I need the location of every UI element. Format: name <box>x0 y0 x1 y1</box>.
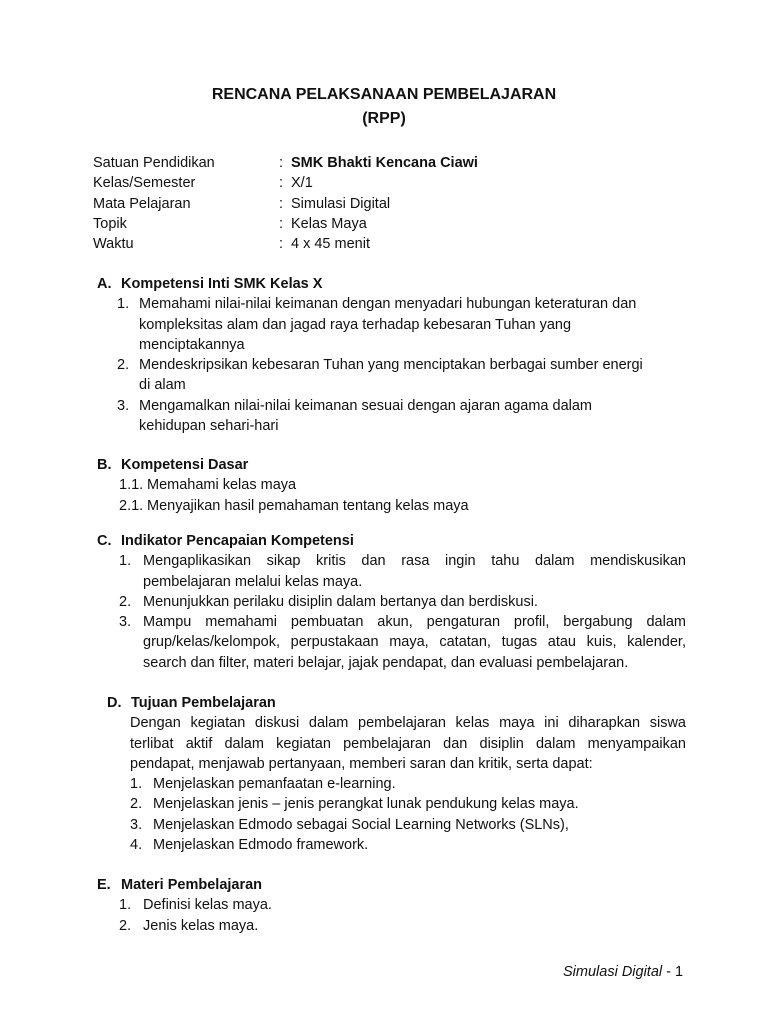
paragraph-line <box>0 754 768 774</box>
section-heading <box>0 693 768 713</box>
list-item <box>0 612 768 632</box>
item-number: 3. <box>130 816 143 833</box>
section-title: Indikator Pencapaian Kompetensi <box>121 533 354 549</box>
section-d <box>0 693 768 855</box>
list-item-cont <box>0 653 768 673</box>
info-label: Satuan Pendidikan <box>93 155 215 171</box>
item-number: 1. <box>130 776 143 793</box>
identity-table <box>93 153 478 254</box>
paragraph-text: pendapat, menjawab pertanyaan, memberi saran dan kritik, serta dapat: <box>130 755 593 772</box>
list-item <box>0 355 768 375</box>
section-title: Kompetensi Inti SMK Kelas X <box>121 276 323 292</box>
info-row <box>93 173 478 193</box>
list-item-cont <box>0 315 768 335</box>
info-row <box>93 214 478 234</box>
page-number: - 1 <box>662 964 684 980</box>
info-row <box>93 153 478 173</box>
section-title: Kompetensi Dasar <box>121 457 249 473</box>
item-text: search dan filter, materi belajar, jajak pendapat, dan evaluasi pembelajaran. <box>143 654 629 671</box>
item-number: 2. <box>119 917 132 934</box>
item-number: 2. <box>130 796 143 813</box>
list-item <box>0 895 768 915</box>
list-item <box>0 835 768 855</box>
paragraph-line <box>0 734 768 754</box>
item-number: 2. <box>119 593 132 610</box>
list-item <box>0 294 768 314</box>
info-value: X/1 <box>291 175 313 192</box>
item-text: menciptakannya <box>139 336 245 353</box>
list-item <box>0 916 768 936</box>
section-heading <box>0 455 768 475</box>
item-text: Jenis kelas maya. <box>143 917 259 934</box>
footer-label: Simulasi Digital <box>563 964 663 980</box>
section-a <box>0 274 768 436</box>
list-item-cont <box>0 572 768 592</box>
item-text: grup/kelas/kelompok, perpustakaan maya, catatan, tugas atau kuis, kalender, <box>143 634 686 651</box>
section-b <box>0 455 768 516</box>
info-label: Kelas/Semester <box>93 175 196 192</box>
item-number: 3. <box>117 397 130 414</box>
item-text: Menjelaskan Edmodo sebagai Social Learning Networks (SLNs), <box>153 816 569 833</box>
paragraph-text: terlibat aktif dalam kegiatan pembelajaran dan disiplin dalam menyampaikan <box>130 735 686 752</box>
list-item <box>0 794 768 814</box>
item-number: 3. <box>119 614 132 631</box>
info-label: Topik <box>93 215 127 232</box>
item-text: Menunjukkan perilaku disiplin dalam bertanya dan berdiskusi. <box>143 593 538 610</box>
item-number: 4. <box>130 837 143 854</box>
item-text: Mampu memahami pembuatan akun, pengaturan profil, bergabung dalam <box>143 614 686 631</box>
section-title: Tujuan Pembelajaran <box>131 695 276 711</box>
item-text: Mengaplikasikan sikap kritis dan rasa ingin tahu dalam mendiskusikan <box>143 553 686 570</box>
info-row <box>93 234 478 254</box>
item-text: pembelajaran melalui kelas maya. <box>143 573 363 590</box>
item-text: Menjelaskan jenis – jenis perangkat lunak pendukung kelas maya. <box>153 796 579 813</box>
info-value: Kelas Maya <box>291 215 367 232</box>
list-item-cont <box>0 335 768 355</box>
document-title: RENCANA PELAKSANAAN PEMBELAJARAN <box>211 86 557 103</box>
item-number: 1. <box>119 897 132 914</box>
list-item <box>0 475 768 495</box>
item-text: Menjelaskan pemanfaatan e-learning. <box>153 776 396 793</box>
list-item-cont <box>0 632 768 652</box>
page-footer <box>563 964 683 980</box>
info-value: Simulasi Digital <box>291 195 391 212</box>
list-item <box>0 592 768 612</box>
list-item <box>0 496 768 516</box>
document-subtitle: (RPP) <box>362 110 406 127</box>
item-text: Mengamalkan nilai-nilai keimanan sesuai dengan ajaran agama dalam <box>139 397 592 414</box>
item-number: 1. <box>117 296 130 313</box>
item-number: 1. <box>119 553 132 570</box>
list-item-cont <box>0 416 768 436</box>
section-letter: A. <box>97 276 112 292</box>
info-label: Mata Pelajaran <box>93 195 191 212</box>
item-text: di alam <box>139 377 186 394</box>
paragraph-line <box>0 713 768 733</box>
list-item <box>0 396 768 416</box>
section-c <box>0 531 768 673</box>
info-colon: : <box>279 195 284 212</box>
info-value: SMK Bhakti Kencana Ciawi <box>291 155 478 171</box>
list-item <box>0 774 768 794</box>
section-heading <box>0 531 768 551</box>
section-letter: B. <box>97 457 112 473</box>
section-letter: E. <box>97 877 111 893</box>
item-number: 1.1. <box>119 477 144 494</box>
info-colon: : <box>279 236 284 253</box>
section-heading <box>0 875 768 895</box>
section-e <box>0 875 768 936</box>
section-title: Materi Pembelajaran <box>121 877 263 893</box>
info-label: Waktu <box>93 236 134 253</box>
info-colon: : <box>279 215 284 232</box>
item-text: kompleksitas alam dan jagad raya terhadap kebesaran Tuhan yang <box>139 316 572 333</box>
list-item <box>0 815 768 835</box>
list-item-cont <box>0 375 768 395</box>
info-value: 4 x 45 menit <box>291 236 370 253</box>
item-number: 2. <box>117 357 130 374</box>
item-text: Definisi kelas maya. <box>143 897 272 914</box>
list-item <box>0 551 768 571</box>
paragraph-text: Dengan kegiatan diskusi dalam pembelajaran kelas maya ini diharapkan siswa <box>130 715 686 732</box>
item-text: Memahami nilai-nilai keimanan dengan menyadari hubungan keteraturan dan <box>139 296 637 313</box>
item-text: Menjelaskan Edmodo framework. <box>153 837 369 854</box>
item-text: Menyajikan hasil pemahaman tentang kelas maya <box>147 497 469 514</box>
item-text: Mendeskripsikan kebesaran Tuhan yang menciptakan berbagai sumber energi <box>139 357 643 374</box>
item-text: kehidupan sehari-hari <box>139 418 279 435</box>
section-heading <box>0 274 768 294</box>
info-row <box>93 194 478 214</box>
info-colon: : <box>279 155 284 171</box>
section-letter: D. <box>107 695 122 711</box>
section-letter: C. <box>97 533 112 549</box>
item-number: 2.1. <box>119 497 144 514</box>
item-text: Memahami kelas maya <box>147 477 297 494</box>
info-colon: : <box>279 175 284 192</box>
